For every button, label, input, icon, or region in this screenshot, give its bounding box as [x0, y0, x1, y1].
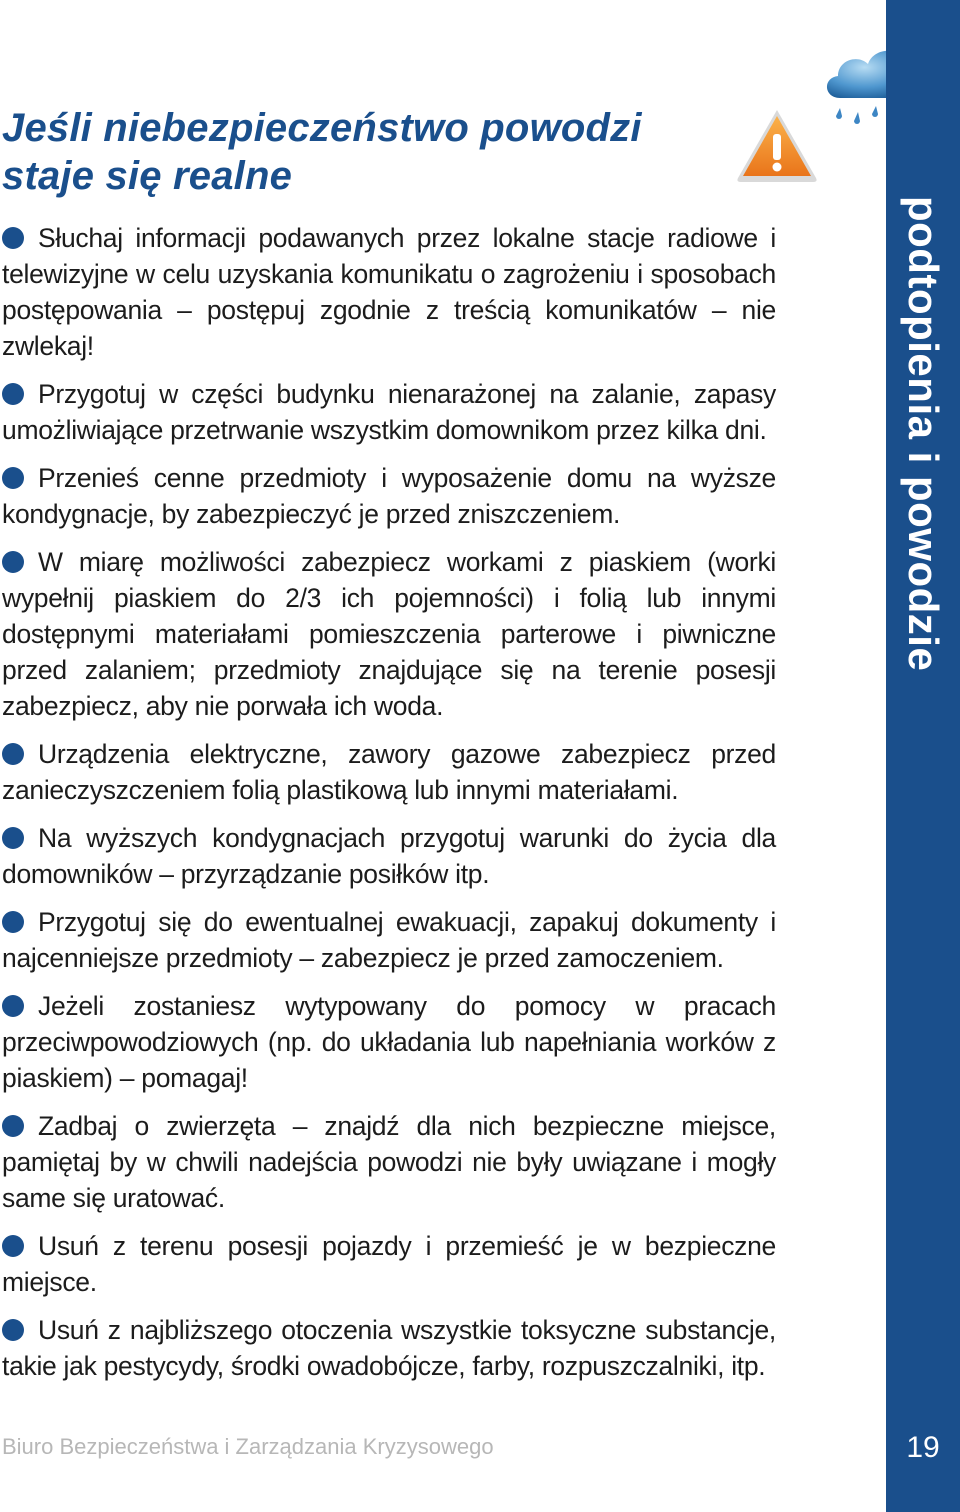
page-title-line-1: Jeśli niebezpieczeństwo powodzi	[2, 106, 642, 150]
list-item-text: Usuń z najbliższego otoczenia wszystkie toksyczne substancje, takie jak pestycydy, środki owadobójcze, farby, rozpuszczalniki, itp.	[2, 1315, 776, 1381]
list-item-text: Na wyższych kondygnacjach przygotuj warunki do życia dla domowników – przyrządzanie posiłków itp.	[2, 823, 776, 889]
list-item-text: Słuchaj informacji podawanych przez lokalne stacje radiowe i telewizyjne w celu uzyskania komunikatu o zagrożeniu i sposobach postępowania – postępuj zgodnie z treścią komunikatów – nie zwlekaj!	[2, 223, 776, 361]
list-item	[2, 1228, 776, 1300]
main-content	[2, 104, 776, 1396]
bullet-icon	[2, 227, 24, 249]
page-title	[2, 104, 776, 200]
list-item-text: Przygotuj się do ewentualnej ewakuacji, zapakuj dokumenty i najcenniejsze przedmioty – zabezpiecz je przed zamoczeniem.	[2, 907, 776, 973]
sidebar-title-text: podtopienia i powodzie	[900, 196, 947, 672]
list-item	[2, 460, 776, 532]
list-item	[2, 1108, 776, 1216]
list-item	[2, 220, 776, 364]
bullet-icon	[2, 1319, 24, 1341]
list-item-text: W miarę możliwości zabezpiecz workami z piaskiem (worki wypełnij piaskiem do 2/3 ich pojemności) i folią lub innymi dostępnymi materiałami pomieszczenia parterowe i piwniczne przed zalaniem; przedmioty znajdujące się na terenie posesji zabezpiecz, aby nie porwała ich woda.	[2, 547, 776, 721]
bullet-icon	[2, 383, 24, 405]
bullet-icon	[2, 911, 24, 933]
advice-list	[2, 220, 776, 1384]
list-item-text: Usuń z terenu posesji pojazdy i przemieść je w bezpieczne miejsce.	[2, 1231, 776, 1297]
list-item	[2, 820, 776, 892]
list-item	[2, 1312, 776, 1384]
list-item-text: Przenieś cenne przedmioty i wyposażenie domu na wyższe kondygnacje, by zabezpieczyć je przed zniszczeniem.	[2, 463, 776, 529]
list-item-text: Urządzenia elektryczne, zawory gazowe zabezpiecz przed zanieczyszczeniem folią plastikową lub innymi materiałami.	[2, 739, 776, 805]
list-item	[2, 544, 776, 724]
bullet-icon	[2, 743, 24, 765]
bullet-icon	[2, 1115, 24, 1137]
page-number: 19	[906, 1431, 940, 1464]
bullet-icon	[2, 827, 24, 849]
list-item-text: Przygotuj w części budynku nienarażonej na zalanie, zapasy umożliwiające przetrwanie wszystkim domownikom przez kilka dni.	[2, 379, 776, 445]
bullet-icon	[2, 1235, 24, 1257]
bullet-icon	[2, 551, 24, 573]
list-item	[2, 376, 776, 448]
list-item	[2, 988, 776, 1096]
list-item	[2, 736, 776, 808]
bullet-icon	[2, 467, 24, 489]
page-title-line-2: staje się realne	[2, 154, 293, 198]
list-item	[2, 904, 776, 976]
bullet-icon	[2, 995, 24, 1017]
sidebar-title	[886, 196, 960, 716]
list-item-text: Jeżeli zostaniesz wytypowany do pomocy w pracach przeciwpowodziowych (np. do układania lub napełniania worków z piaskiem) – pomagaj!	[2, 991, 776, 1093]
list-item-text: Zadbaj o zwierzęta – znajdź dla nich bezpieczne miejsce, pamiętaj by w chwili nadejścia powodzi nie były uwiązane i mogły same się uratować.	[2, 1111, 776, 1213]
footer-text: Biuro Bezpieczeństwa i Zarządzania Kryzysowego	[2, 1434, 494, 1459]
